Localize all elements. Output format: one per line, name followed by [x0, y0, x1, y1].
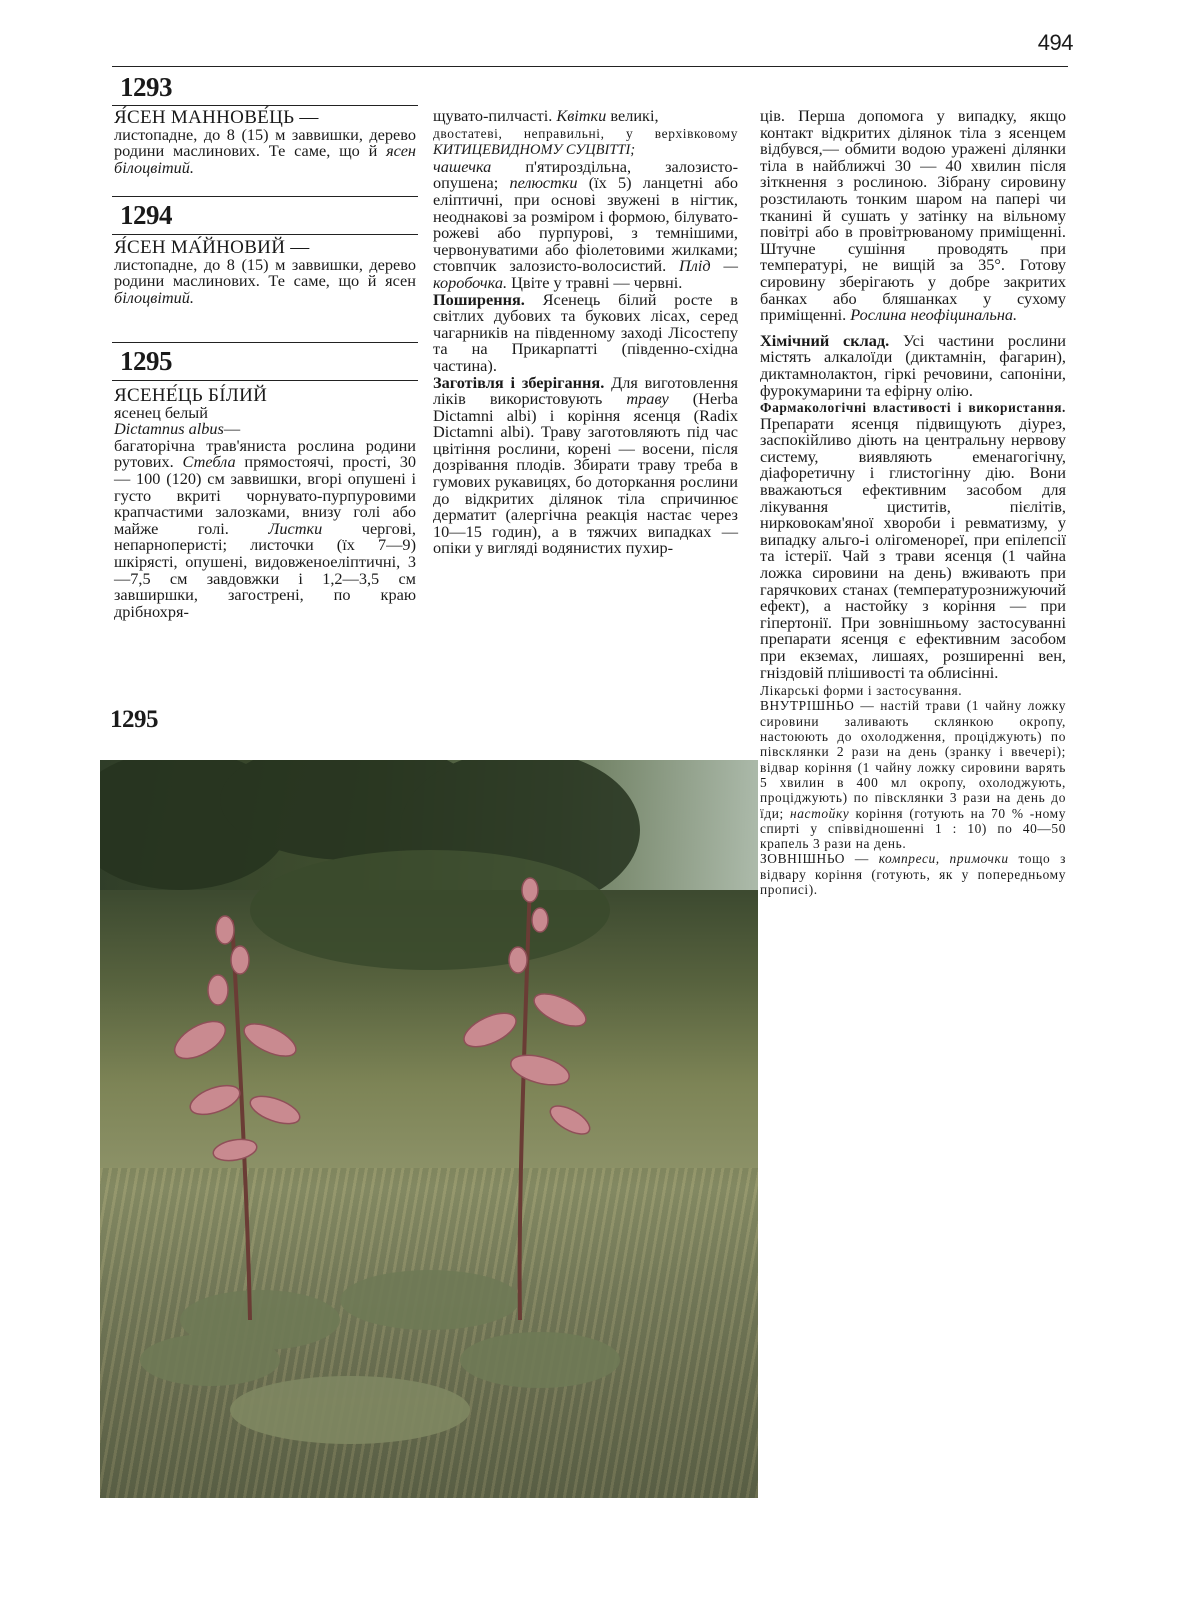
text: Ясенець білий росте в світлих дубових та букових лісах, серед чагарників на південному заході Лісостепу та на Прикарпатті (південно-східна частина). — [433, 289, 738, 375]
entry-rule-1294-top — [112, 196, 418, 197]
section-label: Фармакологічні властивості і використання. — [760, 400, 1066, 416]
text: — настій трави (1 чайну ложку сировини заливають склянкою окропу, настоюють до охолодження, проціджують) по півсклянки 2 рази на день (зранку і ввечері); відвар коріння (1 чайну ложку сировини варять 5 хвилин в 400 мл окропу, охолоджують, проціджують) по півсклянки 3 рази на день до їди; — [760, 698, 1066, 821]
entry-number-1294: 1294 — [120, 200, 172, 230]
entry-rule-1295 — [112, 380, 418, 381]
text: тощо з відвару коріння (готують, як у попередньому прописі). — [760, 851, 1067, 898]
text: (Herba Dictamni albi) і коріння ясенця (Radix Dictamni albi). Траву заготовляють під час цвітіння рослини, корені — восени, після дозрівання плодів. Збирати траву треба в гумових рукавицях, бо доторкання рослини до відкритих ділянок тіла спричинює дерматит (алергічна реакція настає через 10—15 годин), а в тяжчих випадках — опіки у вигляді водянистих пухир- — [433, 389, 739, 558]
russian-name: ясенец белый — [114, 402, 208, 422]
text: ців. Перша допомога у випадку, якщо контакт відкритих ділянок тіла з ясенцем відбувся,— обмити водою уражені ділянки тіла в найближчі 30 — 40 хвилин після зіткнення з рослиною. Зібрану сировину розстилають тонким шаром на папері чи тканині й сушать у затінку на вільному повітрі або в провітрюваному приміщенні. Штучне сушіння проводять при температурі, не вищій за 35°. Готову сировину зберігають у добре закритих банках або бляшанках у сухому приміщенні. — [760, 106, 1066, 325]
small-text: двостатеві, неправильні, у верхівковому — [433, 125, 738, 141]
latin-dash: — — [223, 419, 241, 439]
flowers-left — [169, 916, 303, 1164]
text: п'ятироздільна, залозисто-опушена; — [433, 156, 738, 193]
text: великі, — [606, 106, 659, 125]
latin-text: Dictamnus albus — [114, 419, 224, 439]
plant-photo — [100, 760, 758, 1498]
paragraph-pharmacology — [760, 399, 1066, 681]
entry-number-1295: 1295 — [120, 346, 172, 376]
entry-rule-1294 — [112, 234, 418, 235]
entry-title: Я́СЕН МАННОВЕ́ЦЬ — — [114, 107, 319, 128]
forms-title: Лікарські форми і застосування. — [760, 683, 963, 699]
paragraph-flowers — [433, 108, 738, 292]
description — [114, 435, 417, 621]
italic: Квітки — [556, 106, 607, 125]
text: Препарати ясенця підвищують діурез, заспокійливо діють на центральну нервову систему, виявляють еменагогічну, діафоретичну і глистогінну дію. Вони вважаються ефективним засобом для лікування циститів, пієлітів, нирковокам'яної хвороби і ревматизму, у випадку альго-і олігоменореї, при епілепсії та істерії. Чай з трави ясенця (1 чайна ложка сировини на день) вживають при гарячкових станах (температурознижуючий ефект), а настойку з коріння — при гіпертонії. При зовнішньому застосуванні препарати ясенця є ефективним засобом при екземах, лишаях, розширенні вен, гніздовій плішивості та облисінні. — [760, 413, 1066, 682]
desc-italic: Стебла — [182, 452, 236, 472]
entry-body — [114, 124, 416, 177]
entry-number-1293: 1293 — [120, 72, 172, 102]
body-text: листопадне, до 8 (15) м заввишки, дерево родини маслинових. Те саме, що й — [114, 124, 416, 161]
top-rule — [112, 66, 1068, 67]
italic-caps: КИТИЦЕВИДНОМУ СУЦВІТТІ; — [433, 142, 636, 159]
figure-number: 1295 — [110, 706, 158, 733]
paragraph-harvest — [433, 372, 739, 558]
page-number: 494 — [1037, 30, 1073, 55]
italic: траву — [626, 389, 669, 409]
italic: пелюстки — [509, 173, 578, 193]
desc-text: прямостоячі, прості, 30 — 100 (120) см заввишки, вгорі опушені і густо вкриті чорнувато-пурпуровими крапчастими залозками, внизу голі або майже голі. — [114, 452, 417, 538]
body-italic: білоцвітий. — [114, 287, 194, 307]
column-3 — [760, 108, 1066, 897]
entry-rule-1295-top — [112, 342, 418, 343]
entry-1295 — [114, 385, 417, 621]
desc-text: чергові, непарноперисті; листочки (їх 7—9) шкірясті, опушені, видовженоеліптичні, 3—7,5 см завдовжки і 1,2—3,5 см завширшки, загострені, по краю дрібнохря- — [114, 518, 417, 621]
text: коріння (готують на 70 % -ному спирті у співвідношенні 1 : 10) по 40—50 крапель 3 рази на день. — [760, 805, 1066, 852]
paragraph-internal — [760, 698, 1066, 851]
section-label: Хімічний склад. — [760, 330, 890, 350]
label: ВНУТРІШНЬО — [760, 698, 855, 714]
entry-rule-1293 — [112, 105, 418, 106]
label: ЗОВНІШНЬО — [760, 851, 846, 867]
plant-stem-left — [232, 920, 250, 1320]
entry-title: Я́СЕН МА́ЙНОВИЙ — — [114, 237, 310, 258]
text: Усі частини рослини містять алкалоїди (диктамнін, фагарин), диктамнолактон, гіркі речовини, сапоніни, фурокумарини та ефірну олію. — [760, 330, 1067, 400]
leaf-rosettes — [140, 1270, 620, 1444]
paragraph-chemistry — [760, 330, 1067, 400]
italic: компреси, примочки — [878, 851, 1009, 867]
desc-italic: Листки — [268, 518, 323, 538]
italic: Рослина неофіцинальна. — [850, 305, 1018, 325]
section-label: Заготівля і зберігання. — [433, 372, 605, 392]
desc-text: багаторічна трав'яниста рослина родини рутових. — [114, 435, 416, 472]
text: Цвіте у травні — червні. — [507, 272, 683, 292]
paragraph-spread — [433, 289, 738, 375]
text: щувато-пилчасті. — [433, 106, 557, 125]
paragraph-storage — [760, 108, 1066, 324]
column-2 — [433, 108, 738, 557]
body-italic: ясен білоцвітий. — [114, 141, 416, 177]
entry-title: ЯСЕНЕ́ЦЬ БІ́ЛИЙ — [114, 385, 268, 406]
section-label: Поширення. — [433, 289, 525, 309]
text: Для виготовлення ліків використовують — [433, 372, 738, 409]
entry-1294 — [114, 237, 416, 307]
text: — — [845, 851, 879, 867]
italic: чашечка — [433, 156, 492, 176]
entry-1293 — [114, 107, 416, 177]
tree-canopy — [100, 760, 640, 970]
italic: Плід — коробочка. — [433, 256, 738, 292]
entry-body — [114, 254, 416, 307]
text: (їх 5) ланцетні або еліптичні, при основі звужені в нігтик, неоднакові за розміром і формою, білувато-рожеві або пурпурові, з темнішими, червонуватими або фіолетовими жилками; стовпчик залозисто-волосистий. — [433, 173, 739, 276]
body-text: листопадне, до 8 (15) м заввишки, дерево родини маслинових. Те саме, що й ясен — [114, 254, 416, 291]
plant-illustration — [100, 760, 758, 1498]
italic: настойку — [790, 805, 850, 821]
paragraph-external — [760, 851, 1066, 897]
